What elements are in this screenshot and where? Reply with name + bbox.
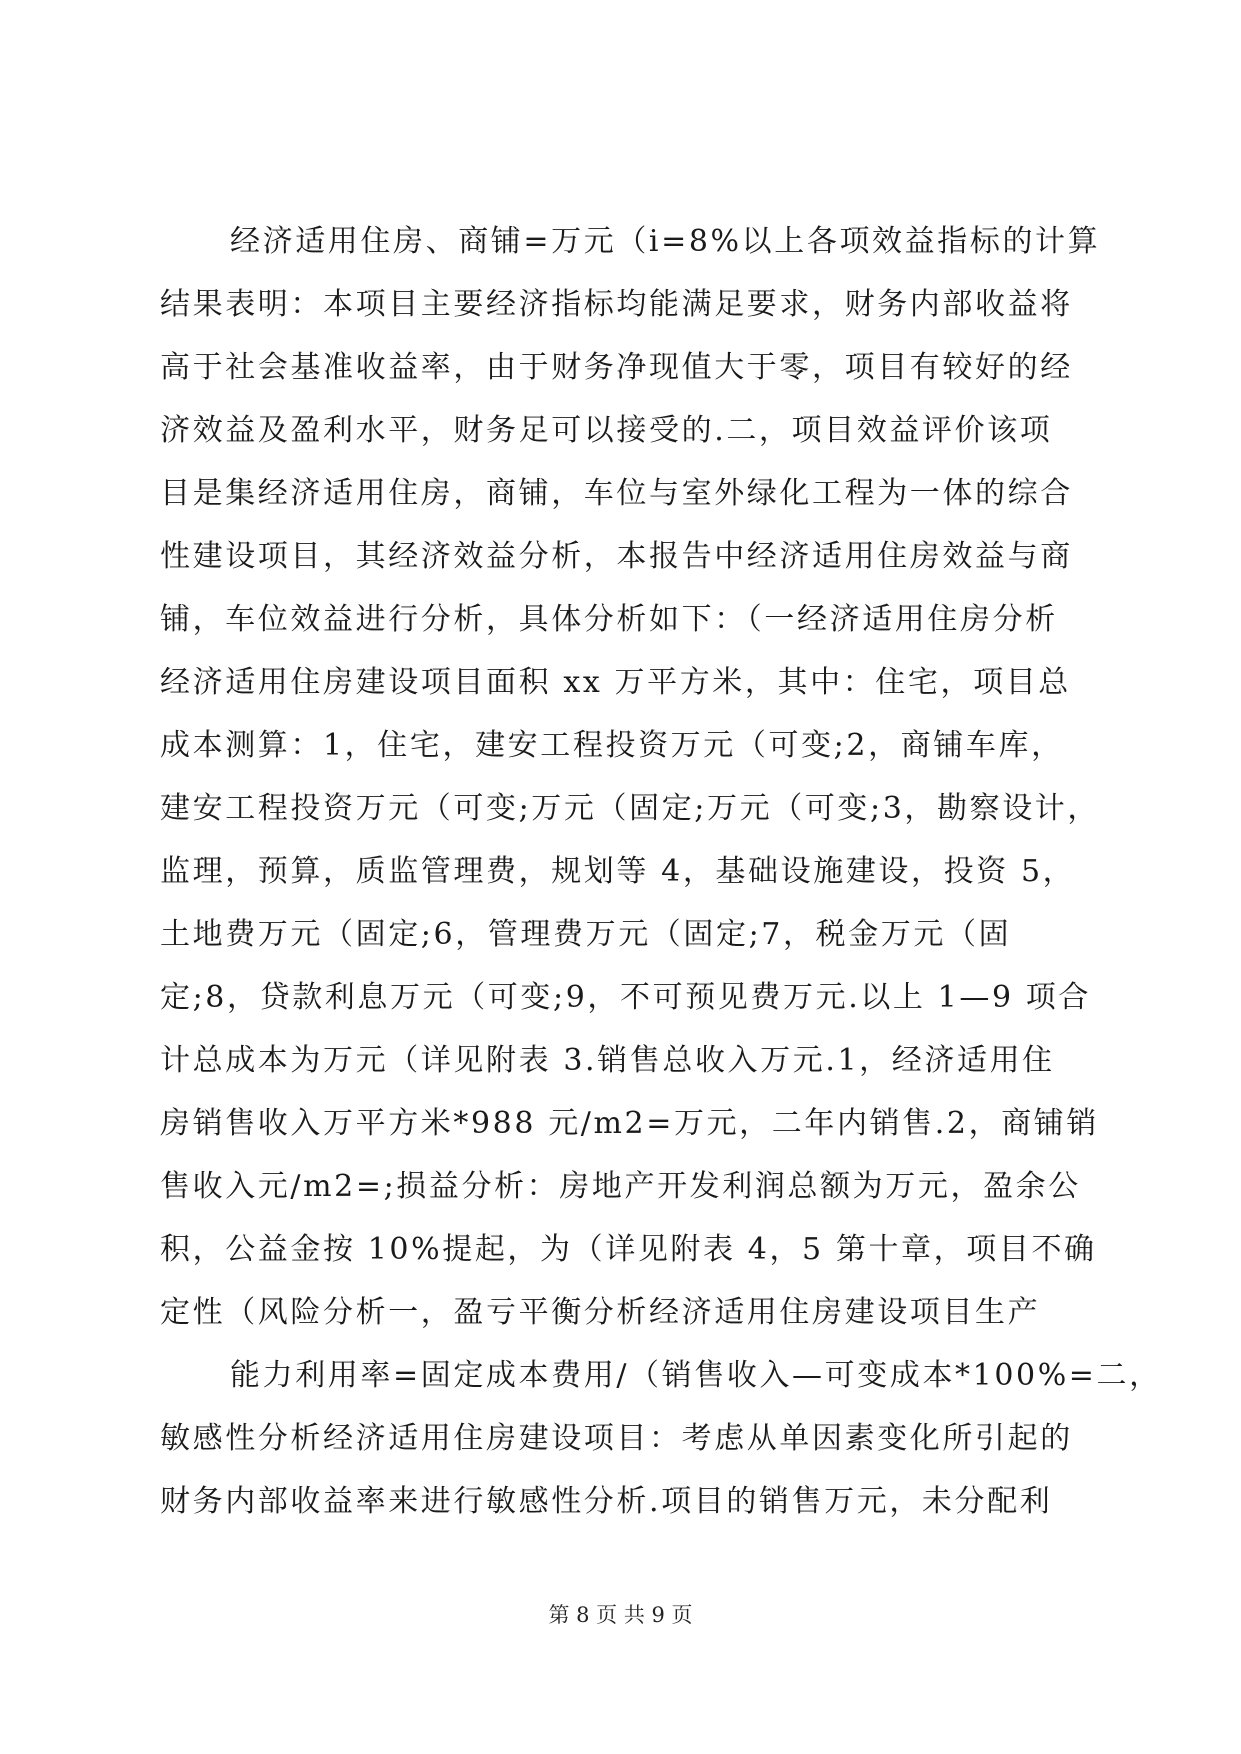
text-line: 能力利用率=固定成本费用/（销售收入—可变成本*100%=二，: [230, 1358, 1162, 1393]
text-line: 土地费万元（固定;6，管理费万元（固定;7，税金万元（固: [160, 917, 1012, 952]
text-line: 成本测算：1，住宅，建安工程投资万元（可变;2，商铺车库，: [160, 728, 1064, 763]
paragraph-2: [160, 1344, 1162, 1533]
text-line: 计总成本为万元（详见附表 3.销售总收入万元.1，经济适用住: [160, 1043, 1055, 1078]
text-line: 济效益及盈利水平，财务足可以接受的.二，项目效益评价该项: [160, 413, 1053, 448]
text-line: 高于社会基准收益率，由于财务净现值大于零，项目有较好的经: [160, 350, 1073, 385]
text-line: 财务内部收益率来进行敏感性分析.项目的销售万元，未分配利: [160, 1484, 1053, 1519]
text-line: 目是集经济适用住房，商铺，车位与室外绿化工程为一体的综合: [160, 476, 1073, 511]
text-line: 积，公益金按 10%提起，为（详见附表 4，5 第十章，项目不确: [160, 1232, 1097, 1267]
text-line: 建安工程投资万元（可变;万元（固定;万元（可变;3，勘察设计，: [160, 791, 1101, 826]
text-line: 结果表明：本项目主要经济指标均能满足要求，财务内部收益将: [160, 287, 1073, 322]
text-line: 铺，车位效益进行分析，具体分析如下：（一经济适用住房分析: [160, 602, 1058, 637]
text-line: 房销售收入万平方米*988 元/m2=万元，二年内销售.2，商铺销: [160, 1106, 1099, 1141]
text-line: 定;8，贷款利息万元（可变;9，不可预见费万元.以上 1—9 项合: [160, 980, 1091, 1015]
text-line: 性建设项目，其经济效益分析，本报告中经济适用住房效益与商: [160, 539, 1073, 574]
text-line: 敏感性分析经济适用住房建设项目：考虑从单因素变化所引起的: [160, 1421, 1073, 1456]
text-line: 售收入元/m2=;损益分析：房地产开发利润总额为万元，盈余公: [160, 1169, 1081, 1204]
text-line: 经济适用住房、商铺=万元（i=8%以上各项效益指标的计算: [230, 224, 1101, 259]
text-line: 监理，预算，质监管理费，规划等 4，基础设施建设，投资 5，: [160, 854, 1076, 889]
paragraph-1: [160, 210, 1101, 1344]
page-number-footer: 第 8 页 共 9 页: [548, 1603, 693, 1627]
document-body: [160, 210, 1162, 1533]
text-line: 定性（风险分析一，盈亏平衡分析经济适用住房建设项目生产: [160, 1295, 1041, 1330]
text-line: 经济适用住房建设项目面积 xx 万平方米，其中：住宅，项目总: [160, 665, 1071, 700]
